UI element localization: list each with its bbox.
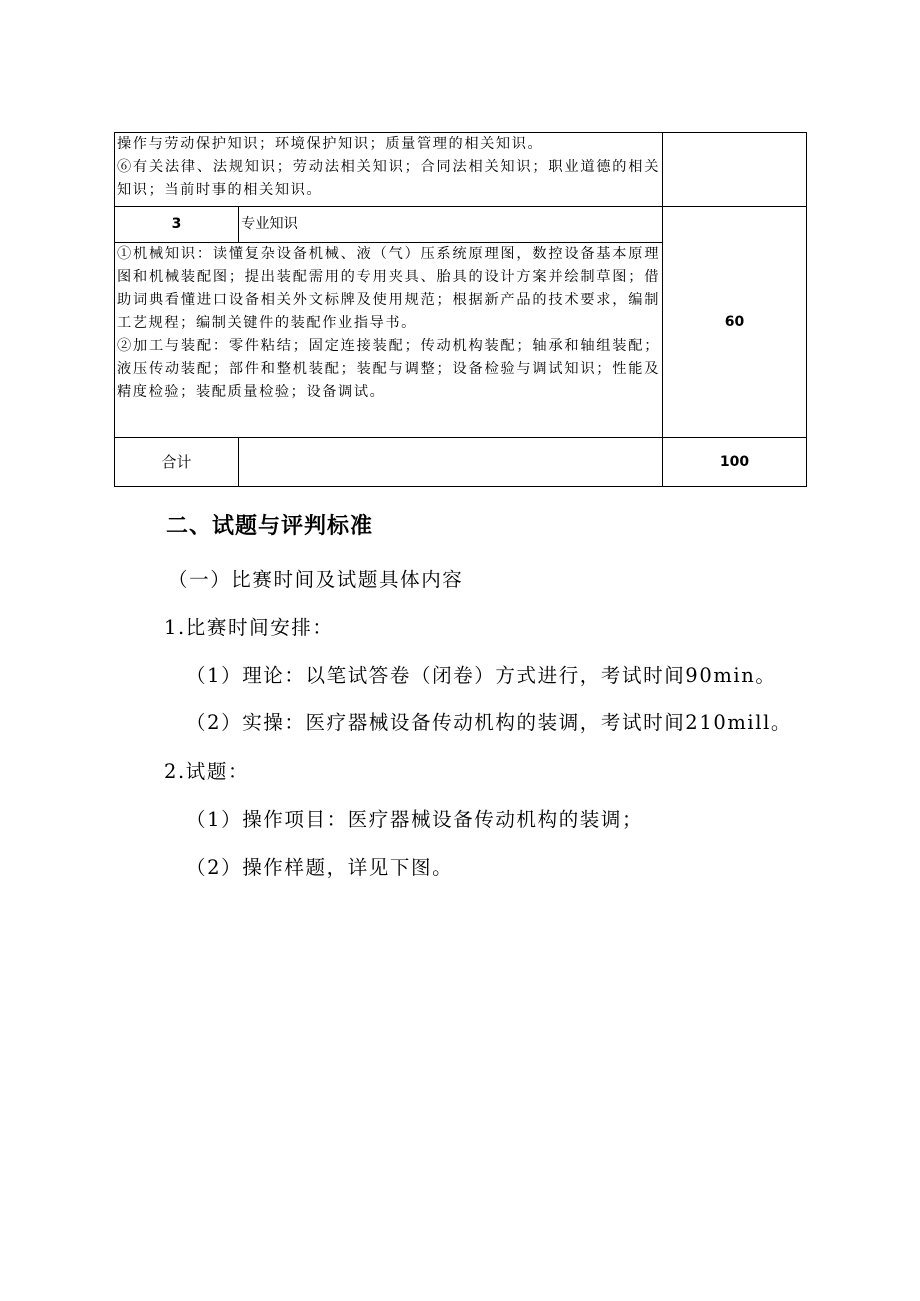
subsection-title: （一）比赛时间及试题具体内容: [168, 568, 464, 591]
item-questions: 2.试题：: [164, 760, 250, 783]
item-operation-project: （1）操作项目：医疗器械设备传动机构的装调；: [186, 808, 644, 831]
item-practical: （2）实操：医疗器械设备传动机构的装调，考试时间210mill。: [186, 711, 793, 734]
content-paragraph-1: ①机械知识：读懂复杂设备机械、液（气）压系统原理图，数控设备基本原理图和机械装配图；提出装配需用的专用夹具、胎具的设计方案并绘制草图；借助词典看懂进口设备相关外文标牌及使用规范；根据新产品的技术要求，编制工艺规程；编制关键件的装配作业指导书。: [117, 246, 661, 331]
item-schedule: 1.比赛时间安排：: [164, 616, 334, 639]
continued-line-1: 操作与劳动保护知识；环境保护知识；质量管理的相关知识。: [117, 136, 544, 152]
table-row-3-header: [115, 207, 807, 243]
section-heading: 二、试题与评判标准: [166, 514, 374, 539]
row-score: 60: [663, 207, 807, 438]
knowledge-score-table: [114, 132, 806, 487]
item-theory: （1）理论：以笔试答卷（闭卷）方式进行，考试时间90min。: [186, 664, 777, 687]
table-row-continued: [115, 133, 807, 207]
total-score: 100: [663, 438, 807, 487]
row-content-cell: [115, 243, 663, 438]
total-empty-cell: [239, 438, 663, 487]
table-row-total: [115, 438, 807, 487]
content-paragraph-2: ②加工与装配：零件粘结；固定连接装配；传动机构装配；轴承和轴组装配；液压传动装配；部件和整机装配；装配与调整；设备检验与调试知识；性能及精度检验；装配质量检验；设备调试。: [117, 338, 661, 400]
continued-content-cell: [115, 133, 663, 207]
row-title: 专业知识: [239, 207, 663, 243]
total-label: 合计: [115, 438, 239, 487]
score-table: [114, 132, 807, 487]
continued-line-2: ⑥有关法律、法规知识；劳动法相关知识；合同法相关知识；职业道德的相关知识；当前时事的相关知识。: [117, 159, 661, 198]
continued-score-cell: [663, 133, 807, 207]
item-sample-question: （2）操作样题，详见下图。: [186, 856, 454, 879]
row-number: 3: [115, 207, 239, 243]
